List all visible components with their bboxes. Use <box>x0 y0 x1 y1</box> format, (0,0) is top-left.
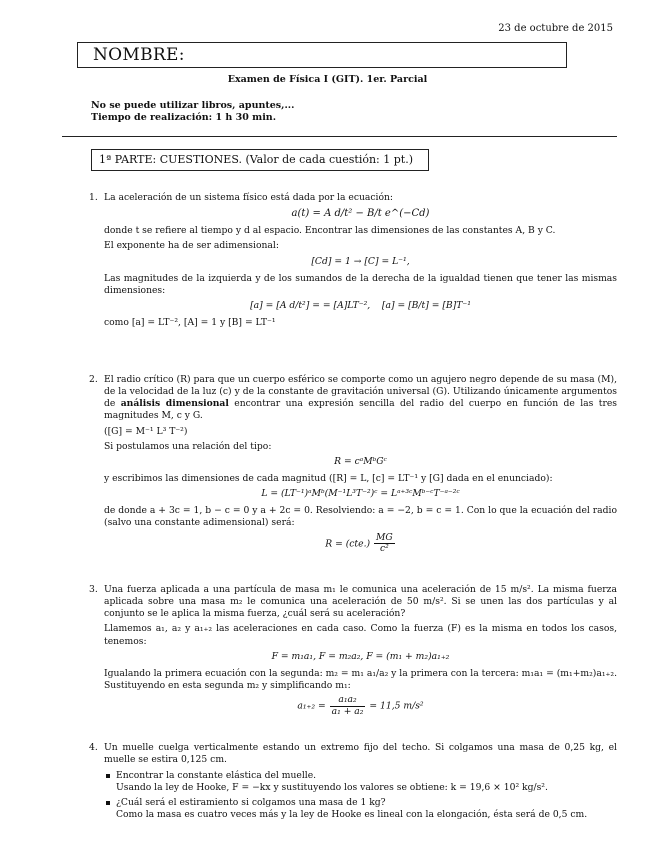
part-title: 1ª PARTE: CUESTIONES. (Valor de cada cuestión: 1 pt.) <box>99 153 413 166</box>
equation-exponent: [Cd] = 1 → [C] = L⁻¹, <box>311 255 410 267</box>
subquestion: ¿Cuál será el estiramiento si colgamos una masa de 1 kg? <box>116 796 386 808</box>
answer-text: Las magnitudes de la izquierda y de los sumandos de la derecha de la igualdad tienen que tener las mismas dimensiones: <box>104 272 617 296</box>
question-1 <box>89 192 617 332</box>
question-4 <box>89 742 617 823</box>
answer-text: Llamemos a₁, a₂ y a₁₊₂ las aceleraciones en cada caso. Como la fuerza (F) es la misma en todos los casos, tenemos: <box>104 623 617 647</box>
numerator: a₁a₂ <box>330 695 366 707</box>
fraction <box>330 695 366 717</box>
equation-radius <box>104 533 617 555</box>
statement-part: El radio crítico (R) para que un cuerpo esférico se comporte como un agujero negro depende de su masa (M), de la velocidad de la luz (c) y de la constante de gravitación universal (G). Utilizando únicamente argumentos de <box>104 374 617 410</box>
answer-conclusion: como [a] = LT⁻², [A] = 1 y [B] = LT⁻¹ <box>104 317 276 329</box>
statement-bold: análisis dimensional <box>120 398 229 410</box>
denominator: c² <box>379 543 389 555</box>
exam-title: Examen de Física I (GIT). 1er. Parcial <box>227 74 428 85</box>
list-item <box>116 797 617 821</box>
numerator: MG <box>376 531 393 543</box>
question-2 <box>89 374 617 560</box>
name-field-box <box>77 42 567 68</box>
fraction <box>374 533 395 555</box>
question-statement: Una fuerza aplicada a una partícula de masa m₁ le comunica una aceleración de 15 m/s². La misma fuerza aplicada sobre una masa m₂ le comunica una aceleración de 50 m/s². Si se unen las dos partículas y al conjunto se le aplica la misma fuerza, ¿cuál será su aceleración? <box>104 584 617 620</box>
equation-part: [a] = [A d/t²] = = [A]LT⁻², <box>250 300 371 312</box>
equation-postulate: R = cᵃMᵇGᶜ <box>334 455 387 467</box>
equation-acceleration: a(t) = A d/t² − B/t e^(−Cd) <box>291 208 430 220</box>
answer-text: Igualando la primera ecuación con la segunda: m₂ = m₁ a₁/a₂ y la primera con la tercera: m₁a₁ = (m₁+m₂)a₁₊₂. Sustituyendo en esta segunda m₂ y simplificando m₁: <box>104 667 617 691</box>
list-item <box>116 770 617 794</box>
equation-dimensions <box>104 300 617 312</box>
exam-date: 23 de octubre de 2015 <box>498 23 613 34</box>
answer-text: El exponente ha de ser adimensional: <box>104 240 279 252</box>
question-text: donde t se refiere al tiempo y d al espacio. Encontrar las dimensiones de las constantes A, B y C. <box>104 225 556 237</box>
question-number: 3. <box>89 584 98 595</box>
name-label: NOMBRE: <box>93 45 185 65</box>
question-number: 1. <box>89 192 98 203</box>
subanswer: Usando la ley de Hooke, F = −kx y sustituyendo los valores se obtiene: k = 19,6 × 10² kg/s². <box>116 782 548 794</box>
equation-part: = 11,5 m/s² <box>369 700 424 712</box>
question-statement: La aceleración de un sistema físico está dada por la ecuación: <box>104 192 393 203</box>
equation-dimensional: L = (LT⁻¹)ᵃMᵇ(M⁻¹L³T⁻²)ᶜ = Lᵃ⁺³ᶜMᵇ⁻ᶜT⁻ᵃ⁻²ᶜ <box>261 488 460 500</box>
equation-result <box>104 695 617 717</box>
question-number: 2. <box>89 374 98 385</box>
answer-text: y escribimos las dimensiones de cada magnitud ([R] = L, [c] = LT⁻¹ y [G] dada en el enunciado): <box>104 472 553 484</box>
exam-rules <box>91 100 294 125</box>
subquestion: Encontrar la constante elástica del muelle. <box>116 770 317 782</box>
equation-forces: F = m₁a₁, F = m₂a₂, F = (m₁ + m₂)a₁₊₂ <box>271 650 450 662</box>
answer-text: de donde a + 3c = 1, b − c = 0 y a + 2c = 0. Resolviendo: a = −2, b = c = 1. Con lo que la ecuación del radio (salvo una constante adimensional) será: <box>104 505 617 529</box>
answer-text: Si postulamos una relación del tipo: <box>104 440 272 452</box>
question-statement: Un muelle cuelga verticalmente estando un extremo fijo del techo. Si colgamos una masa de 0,25 kg, el muelle se estira 0,125 cm. <box>104 742 617 766</box>
question-3 <box>89 584 617 722</box>
subquestion-list <box>104 770 617 821</box>
given-constant: ([G] = M⁻¹ L³ T⁻²) <box>104 425 188 437</box>
question-statement <box>104 374 617 423</box>
statement-part: encontrar una expresión sencilla del radio del cuerpo en función de las tres magnitudes M, c y G. <box>104 398 617 422</box>
equation-part: R = (cte.) <box>325 538 371 550</box>
denominator: a₁ + a₂ <box>331 705 364 717</box>
rule-time: Tiempo de realización: 1 h 30 min. <box>91 112 277 124</box>
question-number: 4. <box>89 742 98 753</box>
equation-part: [a] = [B/t] = [B]T⁻¹ <box>381 300 471 312</box>
equation-part: a₁₊₂ = <box>297 700 326 712</box>
header-divider <box>62 136 617 137</box>
part-heading-box <box>91 149 429 171</box>
subanswer: Como la masa es cuatro veces más y la ley de Hooke es lineal con la elongación, ésta será de 0,5 cm. <box>116 808 588 820</box>
rule-materials: No se puede utilizar libros, apuntes,... <box>91 100 295 111</box>
